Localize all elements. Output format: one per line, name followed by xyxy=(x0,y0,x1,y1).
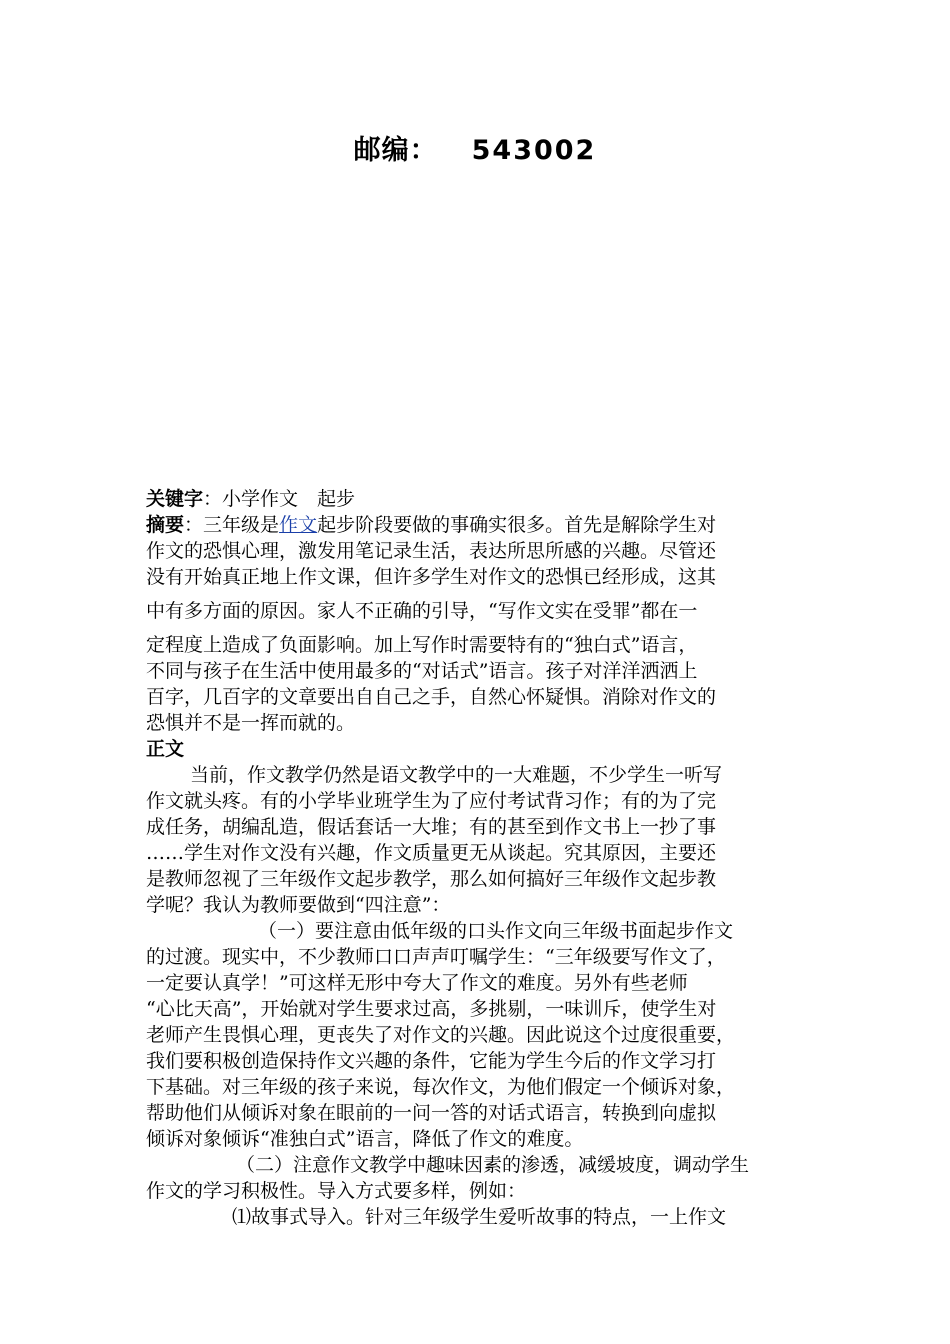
document-body xyxy=(146,486,826,1230)
postcode-line xyxy=(0,128,950,167)
abstract-line: 百字，几百字的文章要出自自己之手，自然心怀疑惧。消除对作文的 xyxy=(146,686,717,708)
paragraph-line: 当前，作文教学仍然是语文教学中的一大难题，不少学生一听写 xyxy=(190,764,723,786)
paragraph-line: 是教师忽视了三年级作文起步教学，那么如何搞好三年级作文起步教 xyxy=(146,868,717,890)
paragraph-line: 帮助他们从倾诉对象在眼前的一问一答的对话式语言，转换到向虚拟 xyxy=(146,1102,717,1124)
abstract-line: 定程度上造成了负面影响。加上写作时需要特有的“独白式”语言， xyxy=(146,634,698,656)
paragraph-line: 的过渡。现实中，不少教师口口声声叮嘱学生：“三年级要写作文了， xyxy=(146,946,726,968)
postcode-value: 543002 xyxy=(471,135,597,166)
paragraph-line: 老师产生畏惧心理，更丧失了对作文的兴趣。因此说这个过度很重要， xyxy=(146,1024,736,1046)
abstract-label: 摘要 xyxy=(146,514,185,536)
paragraph-line: 作文的学习积极性。导入方式要多样，例如： xyxy=(146,1180,527,1202)
abstract-line: 恐惧并不是一挥而就的。 xyxy=(146,712,356,734)
body-heading: 正文 xyxy=(146,738,185,760)
paragraph-line: “心比天高”，开始就对学生要求过高，多挑剔，一味训斥，使学生对 xyxy=(146,998,717,1020)
abstract-line: 作文的恐惧心理，激发用笔记录生活，表达所思所感的兴趣。尽管还 xyxy=(146,540,717,562)
paragraph-line: 我们要积极创造保持作文兴趣的条件，它能为学生今后的作文学习打 xyxy=(146,1050,717,1072)
abstract-text-rest: 起步阶段要做的事确实很多。首先是解除学生对 xyxy=(317,514,717,536)
paragraph-line: 下基础。对三年级的孩子来说，每次作文，为他们假定一个倾诉对象， xyxy=(146,1076,736,1098)
paragraph-line: ……学生对作文没有兴趣，作文质量更无从谈起。究其原因，主要还 xyxy=(146,842,717,864)
paragraph-line: （二）注意作文教学中趣味因素的渗透，减缓坡度，调动学生 xyxy=(236,1154,750,1176)
keywords-colon: ： xyxy=(203,488,223,510)
paragraph-line: 成任务，胡编乱造，假话套话一大堆；有的甚至到作文书上一抄了事 xyxy=(146,816,717,838)
postcode-label: 邮编： xyxy=(353,135,438,166)
paragraph-line: 一定要认真学！”可这样无形中夸大了作文的难度。另外有些老师 xyxy=(146,972,688,994)
abstract-first-line xyxy=(146,512,826,538)
keywords-line xyxy=(146,486,826,512)
abstract-text-start: 三年级是 xyxy=(203,514,280,536)
abstract-colon: ： xyxy=(184,514,204,536)
paragraph-line: （一）要注意由低年级的口头作文向三年级书面起步作文 xyxy=(258,920,734,942)
paragraph-line: 作文就头疼。有的小学毕业班学生为了应付考试背习作；有的为了完 xyxy=(146,790,717,812)
abstract-line: 没有开始真正地上作文课，但许多学生对作文的恐惧已经形成，这其 xyxy=(146,566,717,588)
abstract-line: 不同与孩子在生活中使用最多的“对话式”语言。孩子对洋洋洒洒上 xyxy=(146,660,698,682)
paragraph-line: 倾诉对象倾诉“准独白式”语言，降低了作文的难度。 xyxy=(146,1128,584,1150)
paragraph-line: 学呢？我认为教师要做到“四注意”： xyxy=(146,894,451,916)
essay-link[interactable]: 作文 xyxy=(279,514,318,536)
abstract-line: 中有多方面的原因。家人不正确的引导，“写作文实在受罪”都在一 xyxy=(146,600,698,622)
paragraph-line: ⑴故事式导入。针对三年级学生爱听故事的特点，一上作文 xyxy=(232,1206,727,1228)
keywords-text: 小学作文 起步 xyxy=(222,488,356,510)
keywords-label: 关键字 xyxy=(146,488,204,510)
